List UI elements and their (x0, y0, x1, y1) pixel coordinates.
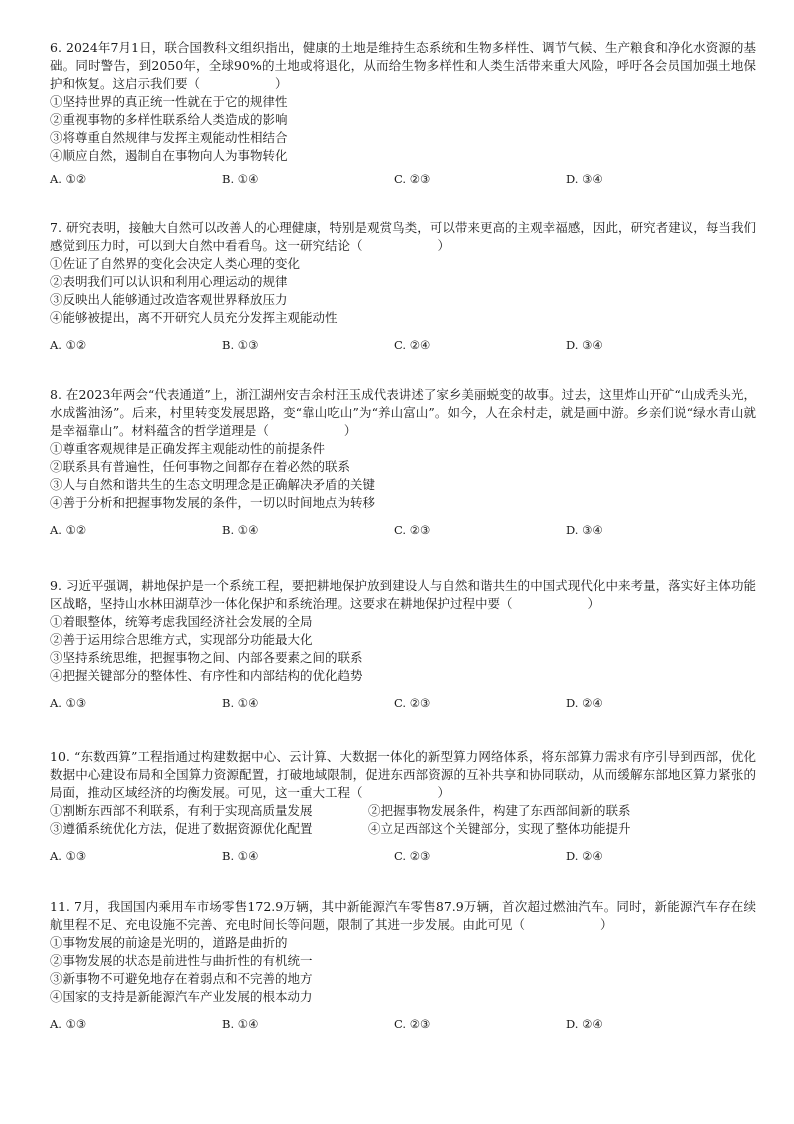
statement-2: ②表明我们可以认识和利用心理运动的规律 (50, 274, 288, 289)
statement-4: ④善于分析和把握事物发展的条件，一切以时间地点为转移 (50, 495, 376, 510)
statement-3: ③将尊重自然规律与发挥主观能动性相结合 (50, 130, 288, 145)
option-a[interactable]: A. ①② (50, 338, 87, 352)
question-8 (50, 386, 756, 538)
option-d[interactable]: D. ②④ (566, 1017, 603, 1031)
option-c[interactable]: C. ②③ (394, 696, 431, 710)
option-c[interactable]: C. ②③ (394, 523, 431, 537)
statement-4: ④国家的支持是新能源汽车产业发展的根本动力 (50, 989, 313, 1004)
statement-1: ①佐证了自然界的变化会决定人类心理的变化 (50, 256, 301, 271)
statement-row (50, 802, 756, 820)
statement-3: ③新事物不可避免地存在着弱点和不完善的地方 (50, 971, 313, 986)
answer-options (50, 337, 756, 353)
statement-4: ④把握关键部分的整体性、有序性和内部结构的优化趋势 (50, 668, 363, 683)
statement-3: ③人与自然和谐共生的生态文明理念是正确解决矛盾的关键 (50, 477, 376, 492)
statement-1: ①事物发展的前途是光明的，道路是曲折的 (50, 935, 288, 950)
question-stem: 9. 习近平强调，耕地保护是一个系统工程，要把耕地保护放到建设人与自然和谐共生的中国式现代化中来考量，落实好主体功能区战略，坚持山水林田湖草沙一体化保护和系统治理。这要求在耕地保护过程中要（ ） (50, 578, 756, 611)
option-a[interactable]: A. ①③ (50, 696, 87, 710)
statement-1: ①割断东西部不利联系，有利于实现高质量发展 (50, 803, 313, 818)
option-d[interactable]: D. ③④ (566, 523, 603, 537)
question-stem: 11. 7月，我国国内乘用车市场零售172.9万辆，其中新能源汽车零售87.9万辆，首次超过燃油汽车。同时，新能源汽车存在续航里程不足、充电设施不完善、充电时间长等问题，限制了其进一步发展。由此可见（ ） (50, 899, 756, 932)
option-d[interactable]: D. ②④ (566, 849, 603, 863)
answer-options (50, 695, 756, 711)
question-6 (50, 39, 756, 187)
statement-1: ①着眼整体，统筹考虑我国经济社会发展的全局 (50, 614, 313, 629)
statement-3: ③坚持系统思维，把握事物之间、内部各要素之间的联系 (50, 650, 363, 665)
statement-3: ③反映出人能够通过改造客观世界释放压力 (50, 292, 288, 307)
question-stem: 10. “东数西算”工程指通过构建数据中心、云计算、大数据一体化的新型算力网络体系，将东部算力需求有序引导到西部，优化数据中心建设布局和全国算力资源配置，打破地域限制，促进东西部资源的互补共享和协同联动，从而缓解东部地区算力紧张的局面，推动区域经济的均衡发展。可见，这一重大工程（ ） (50, 749, 756, 800)
statement-4: ④顺应自然，遏制自在事物向人为事物转化 (50, 148, 288, 163)
option-c[interactable]: C. ②③ (394, 172, 431, 186)
option-d[interactable]: D. ③④ (566, 172, 603, 186)
answer-options (50, 1016, 756, 1032)
option-b[interactable]: B. ①④ (222, 523, 259, 537)
option-c[interactable]: C. ②③ (394, 1017, 431, 1031)
statement-2: ②重视事物的多样性联系给人类造成的影响 (50, 112, 288, 127)
question-9 (50, 577, 756, 711)
option-c[interactable]: C. ②③ (394, 849, 431, 863)
option-b[interactable]: B. ①④ (222, 849, 259, 863)
option-a[interactable]: A. ①③ (50, 849, 87, 863)
statement-1: ①尊重客观规律是正确发挥主观能动性的前提条件 (50, 441, 326, 456)
question-stem: 8. 在2023年两会“代表通道”上，浙江湖州安吉余村汪玉成代表讲述了家乡美丽蜕变的故事。过去，这里炸山开矿“山成秃头光，水成酱油汤”。后来，村里转变发展思路，变“靠山吃山”为“养山富山”。如今，人在余村走，就是画中游。乡亲们说“绿水青山就是幸福靠山”。材料蕴含的哲学道理是（ ） (50, 387, 756, 438)
statement-4: ④立足西部这个关键部分，实现了整体功能提升 (368, 821, 631, 836)
statement-row (50, 820, 756, 838)
answer-options (50, 171, 756, 187)
option-a[interactable]: A. ①② (50, 172, 87, 186)
option-b[interactable]: B. ①④ (222, 172, 259, 186)
option-d[interactable]: D. ③④ (566, 338, 603, 352)
option-b[interactable]: B. ①③ (222, 338, 259, 352)
statement-2: ②把握事物发展条件，构建了东西部间新的联系 (368, 803, 631, 818)
option-a[interactable]: A. ①② (50, 523, 87, 537)
statement-2: ②联系具有普遍性，任何事物之间都存在着必然的联系 (50, 459, 351, 474)
option-b[interactable]: B. ①④ (222, 696, 259, 710)
question-7 (50, 219, 756, 353)
question-stem: 6. 2024年7月1日，联合国教科文组织指出，健康的土地是维持生态系统和生物多样性、调节气候、生产粮食和净化水资源的基础。同时警告，到2050年，全球90%的土地或将退化，从而给生物多样性和人类生活带来重大风险，呼吁各会员国加强土地保护和恢复。这启示我们要（ ） (50, 40, 756, 91)
statement-3: ③遵循系统优化方法，促进了数据资源优化配置 (50, 821, 313, 836)
option-b[interactable]: B. ①④ (222, 1017, 259, 1031)
question-stem: 7. 研究表明，接触大自然可以改善人的心理健康，特别是观赏鸟类，可以带来更高的主观幸福感，因此，研究者建议，每当我们感觉到压力时，可以到大自然中看看鸟。这一研究结论（ ） (50, 220, 756, 253)
statement-2: ②善于运用综合思维方式，实现部分功能最大化 (50, 632, 313, 647)
question-11 (50, 898, 756, 1032)
option-d[interactable]: D. ②④ (566, 696, 603, 710)
statement-4: ④能够被提出，离不开研究人员充分发挥主观能动性 (50, 310, 338, 325)
option-c[interactable]: C. ②④ (394, 338, 431, 352)
answer-options (50, 522, 756, 538)
question-10 (50, 748, 756, 864)
answer-options (50, 848, 756, 864)
statement-2: ②事物发展的状态是前进性与曲折性的有机统一 (50, 953, 313, 968)
option-a[interactable]: A. ①③ (50, 1017, 87, 1031)
statement-1: ①坚持世界的真正统一性就在于它的规律性 (50, 94, 288, 109)
